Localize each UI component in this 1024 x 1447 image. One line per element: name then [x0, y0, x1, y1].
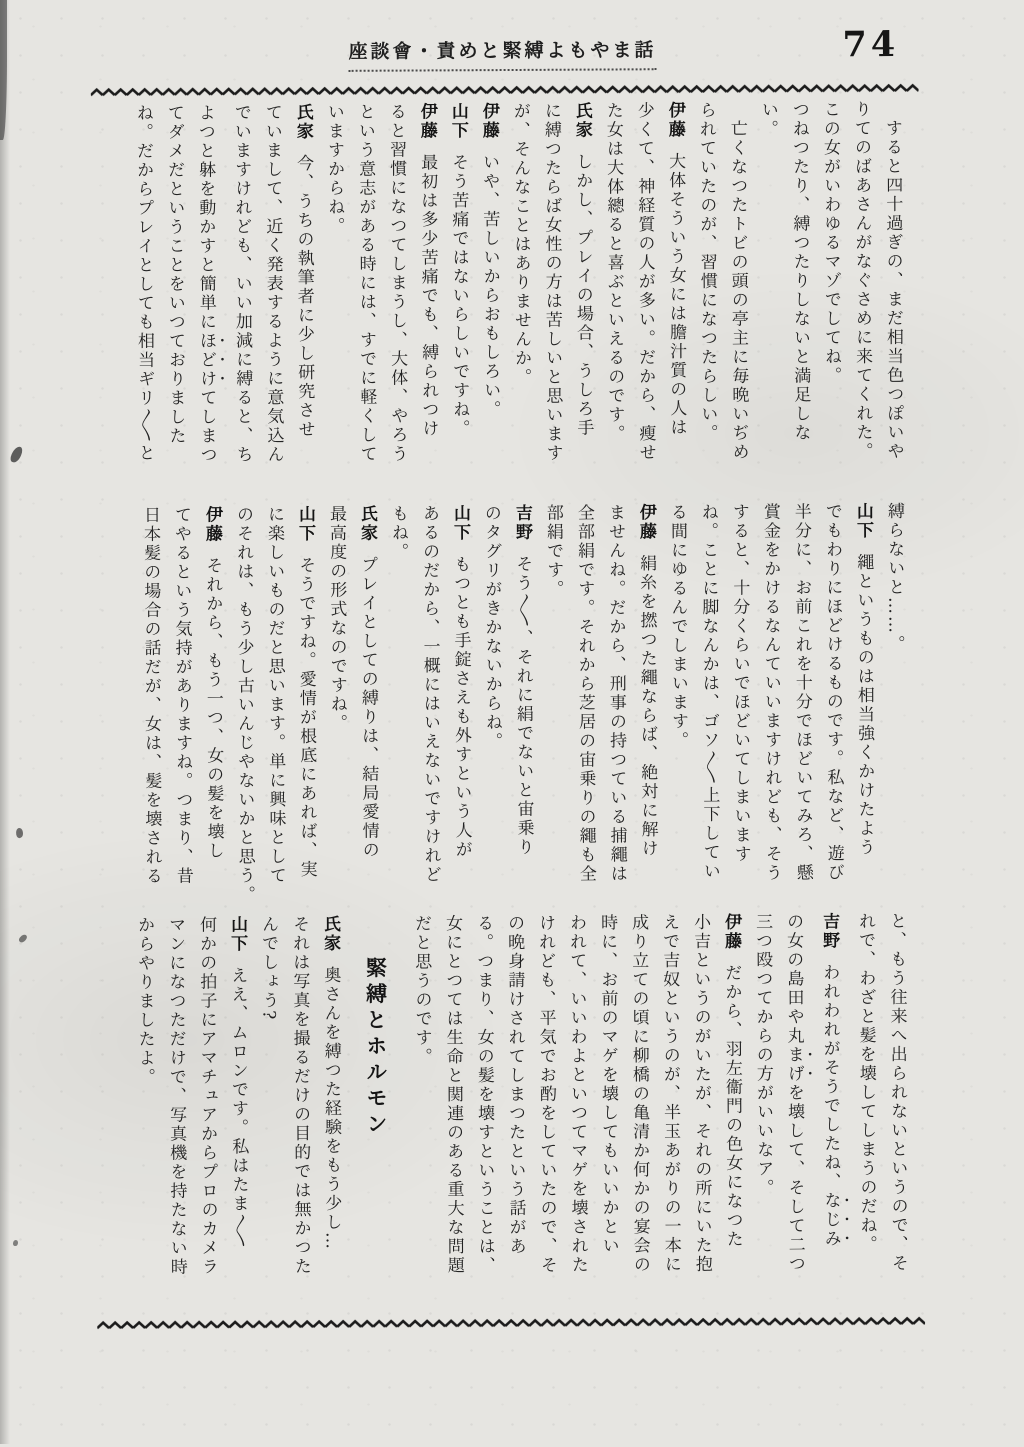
text-section-top: [105, 100, 909, 492]
text-column: 亡くなつたトビの頭の亭主に毎晩いぢめ: [726, 100, 749, 462]
text-column: 部絹です。: [542, 503, 564, 599]
speaker-name: 山下: [449, 504, 471, 543]
text-column: よつと躰を動かすと簡単にほどけてしまつ: [194, 103, 217, 465]
speaker-name: 伊藤: [721, 912, 742, 951]
speaker-name: 氏家: [292, 103, 313, 142]
text-column: 半分に、お前これを十分でほどいてみろ、懸: [790, 502, 813, 883]
text-column: 女にとつては生命と関連のある重大な問題: [442, 914, 464, 1276]
text-section-bottom: [109, 912, 913, 1320]
text-column: 吉野そう〱、それに絹でないと宙乗り: [511, 503, 534, 857]
text-column: んでしょう?: [258, 915, 279, 1022]
text-column: けれども、平気でお酌をしていたので、そ: [535, 913, 557, 1275]
speaker-name: 山下: [852, 502, 874, 541]
text-column: ていまして、近く発表するように意気込ん: [261, 103, 284, 465]
text-column: い。: [757, 100, 778, 139]
text-column: 山下ええ、ムロンです。私はたま〱: [227, 915, 249, 1250]
text-column: でいますけれども、いい加減に縛ると、ち: [230, 103, 253, 465]
speaker-name: 吉野: [819, 912, 840, 951]
text-column: 伊藤だから、羽左衞門の色女になつた: [721, 912, 743, 1249]
text-column: いますからね。: [323, 102, 345, 236]
text-column: 山下繩というものは相当強くかけたよう: [852, 502, 875, 858]
speaker-name: 氏家: [571, 101, 592, 140]
text-column: の女の島田や丸まげを壊して、そして二つ: [783, 912, 805, 1274]
text-column: 日本髪の場合の話だが、女は、髪を壊される: [139, 505, 162, 886]
text-column: この女がいわゆるマゾでしてね。: [819, 100, 842, 386]
text-column: れで、わざと髪を壊してしまうのだね。: [855, 912, 877, 1255]
text-column: と、もう往来へ出られないというので、そ: [886, 911, 908, 1274]
text-column: のそれは、もう少し古いんじやないかと思う。: [232, 505, 255, 905]
speaker-name: 伊藤: [664, 101, 685, 140]
text-column: 成り立ての頃に柳橋の亀清か何かの宴会の: [628, 913, 650, 1275]
text-column: た女は大体總ると喜ぶといえるのです。: [602, 101, 625, 444]
text-column: もね。: [387, 504, 409, 562]
text-column: の晩身請けされてしまつたという話があ: [504, 913, 526, 1257]
text-column: が、そんなことはありませんか。: [509, 101, 532, 387]
text-column: 時に、お前のマゲを壊してもいいかとい: [597, 913, 619, 1256]
speaker-name: 山下: [447, 102, 468, 141]
text-column: 氏家今、うちの執筆者に少し研究させ: [292, 103, 315, 440]
text-column: われて、いいわよといつてマゲを壊された: [566, 913, 588, 1275]
text-column: すると四十過ぎの、まだ相当色つぽいや: [881, 99, 904, 462]
text-column: てやるという気持がありますね。つまり、昔: [170, 505, 193, 886]
speaker-name: 伊藤: [478, 102, 499, 141]
text-column: すると、十分くらいでほどいてしまいます: [728, 502, 751, 864]
text-column: 少くて、神経質の人が多い。だから、瘦せ: [633, 101, 656, 463]
text-column: 伊藤それから、もう一つ、女の髪を壊し: [201, 505, 224, 861]
text-column: という意志がある時には、すでに軽くして: [354, 102, 377, 464]
speaker-name: 山下: [294, 505, 316, 544]
text-column: に楽しいものだと思います。単に興味として: [263, 505, 286, 886]
speaker-name: 山下: [227, 915, 248, 954]
text-column: 山下そう苦痛ではないらしいですね。: [447, 102, 470, 439]
speaker-name: 氏家: [356, 504, 378, 543]
text-column: つねつたり、縛つたりしないと満足しな: [788, 100, 811, 443]
text-column: る間にゆるんでしまいます。: [666, 503, 689, 751]
text-column: ね。だからプレイとしても相当ギリ〱と: [132, 103, 155, 463]
emphasized-text: なじみ: [820, 1191, 841, 1249]
text-column: 伊藤大体そういう女には膽汁質の人は: [664, 101, 687, 438]
text-column: に縛つたらば女性の方は苦しいと思います: [540, 101, 563, 463]
text-column: からやりましたよ。: [134, 915, 155, 1087]
zigzag-divider-top: [91, 83, 919, 98]
text-column: 縛らないと……。: [883, 501, 905, 655]
text-column: 氏家しかし、プレイの場合、うしろ手: [571, 101, 594, 438]
section-heading: 緊縛とホルモン: [363, 956, 389, 1139]
text-column: あるのだから、一概にはいえないですけれど: [418, 504, 441, 885]
text-column: ね。ことに脚なんかは、ゴソ〱上下してい: [697, 502, 720, 882]
emphasized-text: ほどけ: [195, 331, 217, 389]
text-column: りてのばあさんがなぐさめに来てくれた。: [850, 100, 873, 462]
text-column: られていたのが、習慣になつたらしい。: [695, 100, 718, 444]
text-column: 吉野われわれがそうでしたね、なじみ: [819, 912, 841, 1249]
text-column: 小吉というのがいたが、それの所にいた抱: [690, 912, 712, 1275]
page-header-title: 座談會・責めと緊縛よもやま話: [348, 35, 656, 72]
speaker-name: 氏家: [320, 914, 341, 954]
speaker-name: 吉野: [511, 503, 533, 542]
text-column: ませんね。だから、刑事の持つている捕繩は: [604, 503, 627, 884]
text-column: る。つまり、女の髪を壊すということは、: [473, 914, 495, 1276]
text-column: それは写真を撮るだけの目的では無かつた: [289, 915, 311, 1277]
text-column: でもわりにほどけるものです。私など、遊び: [821, 502, 844, 883]
page-number: 74: [842, 23, 900, 66]
text-column: マンになつただけで、写真機を持たない時: [165, 915, 187, 1277]
text-column: のタグリがきかないからね。: [480, 504, 503, 752]
text-column: 氏家プレイとしての縛りは、結局愛情の: [356, 504, 379, 860]
text-column: 伊藤いや、苦しいからおもしろい。: [478, 102, 501, 420]
text-section-middle: [107, 502, 911, 910]
text-column: 全部絹です。それから芝居の宙乗りの繩も全: [573, 503, 596, 884]
text-column: 伊藤絹糸を撚つた繩ならば、絶対に解け: [635, 503, 658, 859]
text-column: だと思うのです。: [411, 914, 432, 1067]
emphasized-text: まげ: [783, 1045, 804, 1084]
text-column: てダメだということをいつておりました: [163, 103, 186, 446]
text-column: 何かの拍子にアマチュアからプロのカメラ: [196, 915, 218, 1277]
text-column: 氏家奥さんを縛つた経験をもう少し…: [320, 914, 342, 1252]
text-column: 山下そうですね。愛情が根底にあれば、実: [294, 505, 317, 880]
speaker-name: 伊藤: [416, 102, 437, 141]
text-column: 伊藤最初は多少苦痛でも、縛られつけ: [416, 102, 439, 439]
text-column: 山下もつとも手錠さえも外すという人が: [449, 504, 472, 860]
text-column: 三つ殴つてからの方がいいなア。: [752, 912, 774, 1198]
text-column: えで吉奴というのが、半玉あがりの一本に: [659, 913, 681, 1275]
speaker-name: 伊藤: [635, 503, 657, 542]
text-column: 最高度の形式なのですね。: [325, 504, 348, 733]
speaker-name: 伊藤: [201, 505, 223, 544]
text-column: ると習慣になつてしまうし、大体、やろう: [385, 102, 408, 464]
text-column: 賞金をかけるなんていいますけれども、そう: [759, 502, 782, 883]
